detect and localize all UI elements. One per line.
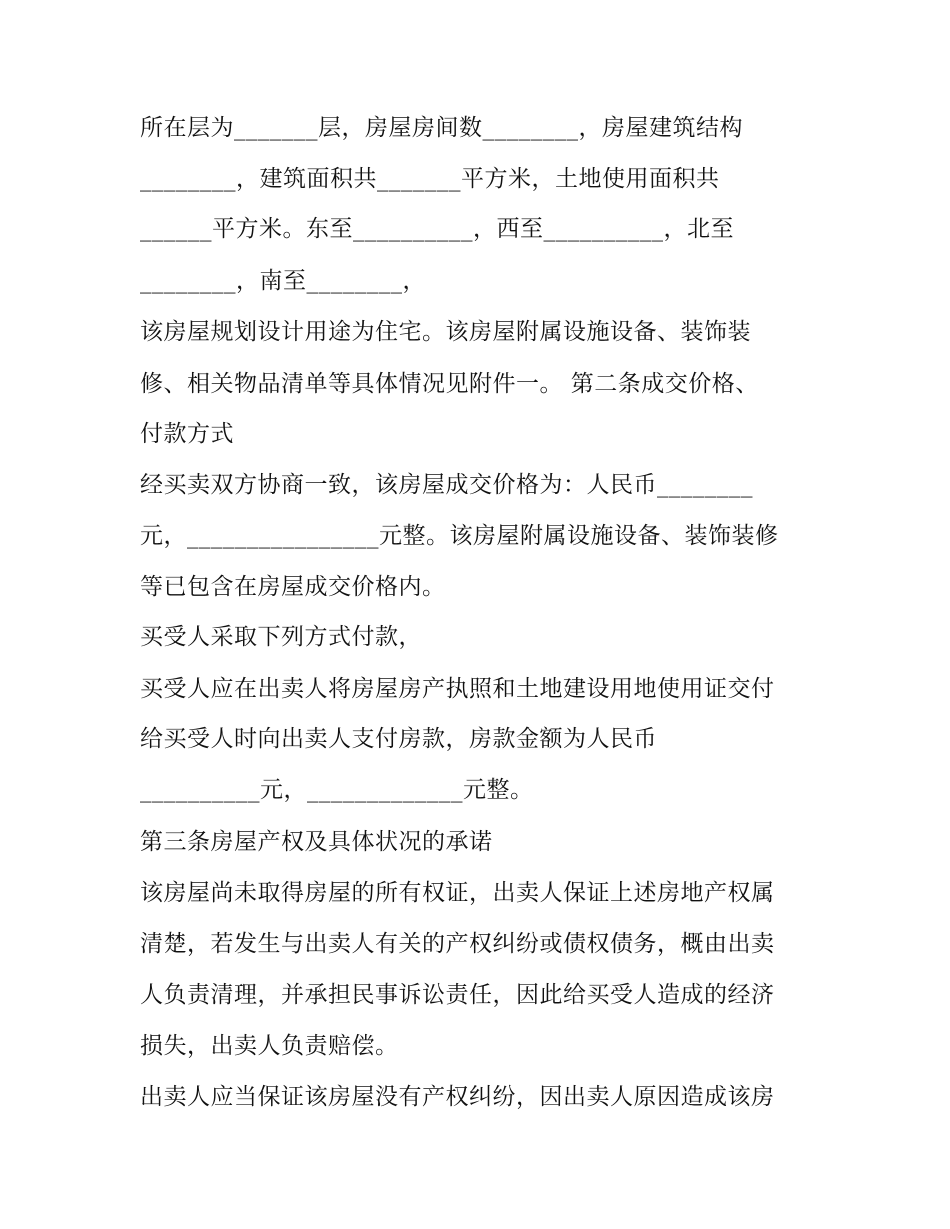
section-heading: 第三条房屋产权及具体状况的承诺 xyxy=(140,829,493,855)
text-line: 等已包含在房屋成交价格内。 xyxy=(140,574,446,600)
text-line: 出卖人应当保证该房屋没有产权纠纷，因出卖人原因造成该房 xyxy=(140,1084,775,1110)
text-line: 元，________________元整。该房屋附属设施设备、装饰装修 xyxy=(140,523,779,549)
text-line: 该房屋规划设计用途为住宅。该房屋附属设施设备、装饰装 xyxy=(140,319,751,345)
text-line: ________，建筑面积共_______平方米，土地使用面积共 xyxy=(140,166,720,192)
text-line: 付款方式 xyxy=(140,421,234,447)
text-line: 所在层为_______层，房屋房间数________，房屋建筑结构 xyxy=(140,115,743,141)
text-line: 给买受人时向出卖人支付房款，房款金额为人民币 xyxy=(140,726,657,752)
text-line: 人负责清理，并承担民事诉讼责任，因此给买受人造成的经济 xyxy=(140,982,775,1008)
text-line: __________元，_____________元整。 xyxy=(140,777,534,803)
text-line: 买受人采取下列方式付款， xyxy=(140,624,422,650)
text-line: 买受人应在出卖人将房屋房产执照和土地建设用地使用证交付 xyxy=(140,676,775,702)
text-line: 修、相关物品清单等具体情况见附件一。 第二条成交价格、 xyxy=(140,371,759,397)
text-line: 经买卖双方协商一致，该房屋成交价格为：人民币________ xyxy=(140,472,753,498)
text-line: 该房屋尚未取得房屋的所有权证，出卖人保证上述房地产权属 xyxy=(140,880,775,906)
text-line: 清楚，若发生与出卖人有关的产权纠纷或债权债务，概由出卖 xyxy=(140,931,775,957)
text-line: ________，南至________， xyxy=(140,268,426,294)
text-line: ______平方米。东至__________，西至__________，北至 xyxy=(140,216,734,242)
text-line: 损失，出卖人负责赔偿。 xyxy=(140,1033,399,1059)
